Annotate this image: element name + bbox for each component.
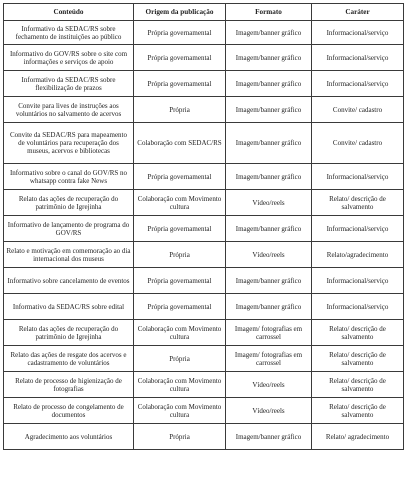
cell-carater: Relato/ descrição de salvamento	[312, 190, 404, 216]
cell-origem: Própria	[134, 242, 226, 268]
cell-formato: Imagem/banner gráfico	[226, 123, 312, 164]
cell-carater: Informacional/serviço	[312, 216, 404, 242]
cell-carater: Informacional/serviço	[312, 268, 404, 294]
cell-carater: Informacional/serviço	[312, 45, 404, 71]
cell-conteudo: Informativo da SEDAC/RS sobre flexibilização de prazos	[4, 71, 134, 97]
cell-formato: Imagem/banner gráfico	[226, 268, 312, 294]
header-conteudo: Conteúdo	[4, 4, 134, 21]
cell-origem: Própria governamental	[134, 164, 226, 190]
cell-conteudo: Relato de processo de higienização de fotografias	[4, 372, 134, 398]
cell-origem: Própria	[134, 97, 226, 123]
cell-conteudo: Relato das ações de recuperação do patrimônio de Igrejinha	[4, 320, 134, 346]
table-row	[4, 398, 404, 424]
table-row	[4, 190, 404, 216]
cell-conteudo: Informativo da SEDAC/RS sobre edital	[4, 294, 134, 320]
cell-origem: Colaboração com Movimento cultura	[134, 320, 226, 346]
cell-conteudo: Informativo sobre o canal do GOV/RS no whatsapp contra fake News	[4, 164, 134, 190]
table-row	[4, 21, 404, 45]
cell-conteudo: Informativo do GOV/RS sobre o site com informações e serviços de apoio	[4, 45, 134, 71]
cell-formato: Vídeo/reels	[226, 398, 312, 424]
content-table	[3, 3, 404, 450]
cell-conteudo: Convite para lives de instruções aos voluntários no salvamento de acervos	[4, 97, 134, 123]
cell-formato: Imagem/ fotografias em carrossel	[226, 346, 312, 372]
table-row	[4, 242, 404, 268]
cell-formato: Imagem/banner gráfico	[226, 45, 312, 71]
cell-carater: Relato/ descrição de salvamento	[312, 320, 404, 346]
table-row	[4, 97, 404, 123]
cell-formato: Vídeo/reels	[226, 372, 312, 398]
cell-conteudo: Relato de processo de congelamento de documentos	[4, 398, 134, 424]
cell-formato: Imagem/banner gráfico	[226, 216, 312, 242]
cell-origem: Própria governamental	[134, 216, 226, 242]
table-row	[4, 216, 404, 242]
header-carater: Caráter	[312, 4, 404, 21]
cell-origem: Própria	[134, 346, 226, 372]
cell-carater: Relato/ agradecimento	[312, 424, 404, 450]
cell-carater: Informacional/serviço	[312, 21, 404, 45]
cell-conteudo: Convite da SEDAC/RS para mapeamento de voluntários para recuperação dos museus, acervos e bibliotecas	[4, 123, 134, 164]
table-row	[4, 71, 404, 97]
table-row	[4, 320, 404, 346]
cell-origem: Própria	[134, 424, 226, 450]
table-row	[4, 346, 404, 372]
header-formato: Formato	[226, 4, 312, 21]
cell-conteudo: Informativo da SEDAC/RS sobre fechamento de instituições ao público	[4, 21, 134, 45]
cell-origem: Própria governamental	[134, 294, 226, 320]
cell-carater: Convite/ cadastro	[312, 97, 404, 123]
cell-conteudo: Relato das ações de recuperação do patrimônio de Igrejinha	[4, 190, 134, 216]
table-row	[4, 164, 404, 190]
document	[3, 3, 404, 450]
cell-formato: Imagem/banner gráfico	[226, 71, 312, 97]
cell-conteudo: Informativo sobre cancelamento de eventos	[4, 268, 134, 294]
cell-formato: Imagem/banner gráfico	[226, 424, 312, 450]
cell-conteudo: Relato das ações de resgate dos acervos e cadastramento de voluntários	[4, 346, 134, 372]
cell-origem: Colaboração com SEDAC/RS	[134, 123, 226, 164]
header-row	[4, 4, 404, 21]
cell-formato: Imagem/banner gráfico	[226, 97, 312, 123]
cell-carater: Convite/ cadastro	[312, 123, 404, 164]
cell-carater: Relato/agradecimento	[312, 242, 404, 268]
cell-conteudo: Agradecimento aos voluntários	[4, 424, 134, 450]
table-row	[4, 294, 404, 320]
table-row	[4, 268, 404, 294]
cell-origem: Colaboração com Movimento cultura	[134, 398, 226, 424]
table-row	[4, 45, 404, 71]
cell-carater: Informacional/serviço	[312, 164, 404, 190]
cell-carater: Relato/ descrição de salvamento	[312, 398, 404, 424]
cell-formato: Imagem/banner gráfico	[226, 164, 312, 190]
cell-origem: Própria governamental	[134, 71, 226, 97]
table-row	[4, 372, 404, 398]
cell-formato: Vídeo/reels	[226, 190, 312, 216]
cell-carater: Relato/ descrição de salvamento	[312, 346, 404, 372]
cell-origem: Colaboração com Movimento cultura	[134, 372, 226, 398]
cell-carater: Informacional/serviço	[312, 294, 404, 320]
cell-origem: Própria governamental	[134, 21, 226, 45]
cell-conteudo: Relato e motivação em comemoração ao dia internacional dos museus	[4, 242, 134, 268]
cell-origem: Própria governamental	[134, 268, 226, 294]
cell-origem: Própria governamental	[134, 45, 226, 71]
cell-carater: Relato/ descrição de salvamento	[312, 372, 404, 398]
cell-formato: Imagem/banner gráfico	[226, 294, 312, 320]
cell-formato: Vídeo/reels	[226, 242, 312, 268]
cell-carater: Informacional/serviço	[312, 71, 404, 97]
cell-formato: Imagem/banner gráfico	[226, 21, 312, 45]
table-row	[4, 123, 404, 164]
table-row	[4, 424, 404, 450]
cell-conteudo: Informativo de lançamento de programa do GOV/RS	[4, 216, 134, 242]
header-origem: Origem da publicação	[134, 4, 226, 21]
cell-formato: Imagem/ fotografias em carrossel	[226, 320, 312, 346]
cell-origem: Colaboração com Movimento cultura	[134, 190, 226, 216]
